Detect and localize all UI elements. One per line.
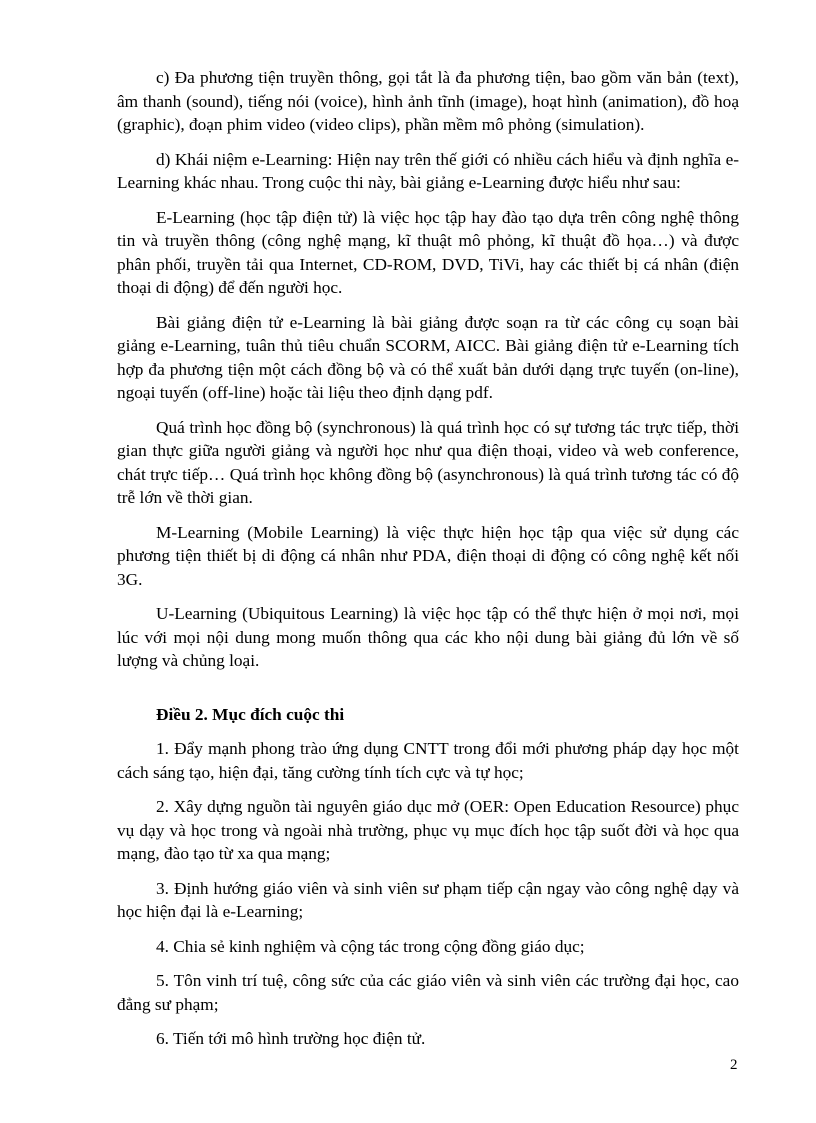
definition-multimedia: c) Đa phương tiện truyền thông, gọi tắt là đa phương tiện, bao gồm văn bản (text), âm thanh (sound), tiếng nói (voice), hình ảnh tĩnh (image), hoạt hình (animation), đồ hoạ (graphic), đoạn phim video (video clips), phần mềm mô phỏng (simulation).	[117, 68, 739, 134]
article-2-item: 3. Định hướng giáo viên và sinh viên sư phạm tiếp cận ngay vào công nghệ dạy và học hiện đại là e-Learning;	[117, 878, 739, 921]
page-number: 2	[730, 1057, 738, 1073]
article-2-heading: Điều 2. Mục đích cuộc thi	[156, 704, 345, 724]
definition-elearning-lecture: Bài giảng điện tử e-Learning là bài giảng được soạn ra từ các công cụ soạn bài giảng e-Learning, tuân thủ tiêu chuẩn SCORM, AICC. Bài giảng điện tử e-Learning tích hợp đa phương tiện một cách đồng bộ và có thể xuất bản dưới dạng trực tuyến (on-line), ngoại tuyến (off-line) hoặc tài liệu theo định dạng pdf.	[117, 312, 739, 402]
definition-elearning-intro: d) Khái niệm e-Learning: Hiện nay trên thế giới có nhiều cách hiểu và định nghĩa e-Learning khác nhau. Trong cuộc thi này, bài giảng e-Learning được hiểu như sau:	[117, 149, 739, 192]
article-2-item: 6. Tiến tới mô hình trường học điện tử.	[156, 1029, 426, 1048]
article-2-item: 1. Đẩy mạnh phong trào ứng dụng CNTT trong đổi mới phương pháp dạy học một cách sáng tạo, hiện đại, tăng cường tính tích cực và tự học;	[117, 739, 739, 782]
definition-ubiquitous-learning: U-Learning (Ubiquitous Learning) là việc học tập có thể thực hiện ở mọi nơi, mọi lúc với mọi nội dung mong muốn thông qua các kho nội dung bài giảng đủ lớn về số lượng và chủng loại.	[117, 604, 739, 670]
definition-mobile-learning: M-Learning (Mobile Learning) là việc thực hiện học tập qua việc sử dụng các phương tiện thiết bị di động cá nhân như PDA, điện thoại di động có công nghệ kết nối 3G.	[117, 522, 739, 589]
definition-synchronous-learning: Quá trình học đồng bộ (synchronous) là quá trình học có sự tương tác trực tiếp, thời gian thực giữa người giảng và người học như qua điện thoại, video và web conference, chát trực tiếp… Quá trình học không đồng bộ (asynchronous) là quá trình tương tác có độ trễ lớn về thời gian.	[117, 417, 739, 507]
page-content	[117, 66, 739, 1062]
article-2-item: 4. Chia sẻ kinh nghiệm và cộng tác trong cộng đồng giáo dục;	[156, 936, 585, 956]
article-2-item: 5. Tôn vinh trí tuệ, công sức của các giáo viên và sinh viên các trường đại học, cao đẳng sư phạm;	[117, 971, 739, 1014]
article-2-item: 2. Xây dựng nguồn tài nguyên giáo dục mở (OER: Open Education Resource) phục vụ dạy và học trong và ngoài nhà trường, phục vụ mục đích học tập suốt đời và học qua mạng, đào tạo từ xa qua mạng;	[117, 797, 739, 863]
definition-elearning: E-Learning (học tập điện tử) là việc học tập hay đào tạo dựa trên công nghệ thông tin và truyền thông (công nghệ mạng, kĩ thuật mô phỏng, kĩ thuật đồ họa…) và được phân phối, truyền tải qua Internet, CD-ROM, DVD, TiVi, hay các thiết bị cá nhân (điện thoại di động) để đến người học.	[117, 207, 739, 297]
